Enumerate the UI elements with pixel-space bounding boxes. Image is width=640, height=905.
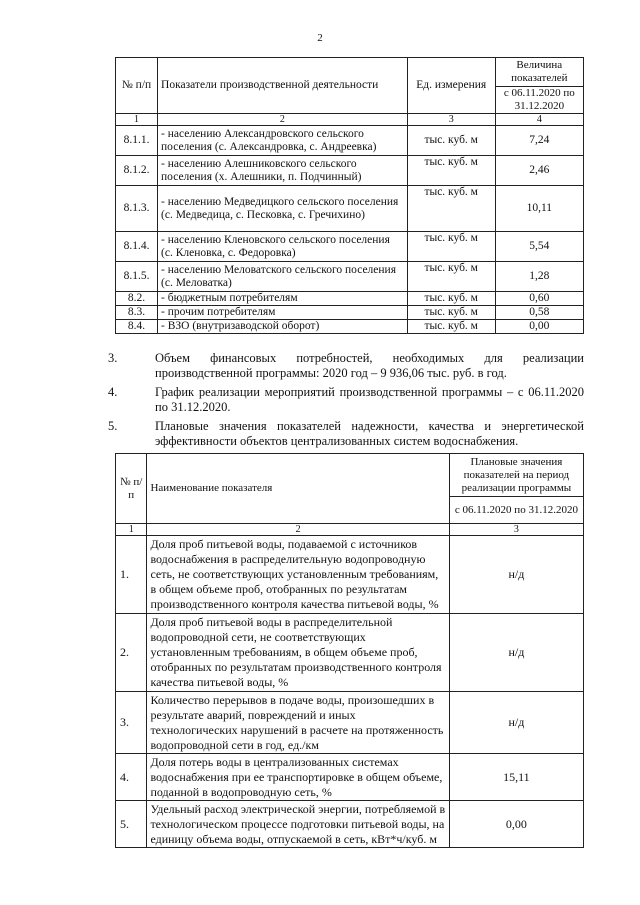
row-indicator: - населению Алешниковского сельского поселения (х. Алешники, п. Подчинный) bbox=[158, 156, 408, 186]
item-text: График реализации мероприятий производственной программы – с 06.11.2020 по 31.12.2020. bbox=[155, 385, 584, 414]
row-num: 8.1.3. bbox=[116, 186, 158, 232]
row-value: н/д bbox=[449, 692, 583, 754]
row-indicator: - прочим потребителям bbox=[158, 306, 408, 320]
table-row bbox=[116, 232, 584, 262]
row-num: 4. bbox=[116, 754, 147, 801]
row-indicator: - населению Медведицкого сельского поселения (с. Медведица, с. Песковка, с. Гречихино) bbox=[158, 186, 408, 232]
header-value-period: с 06.11.2020 по 31.12.2020 bbox=[495, 87, 583, 114]
item-text: Объем финансовых потребностей, необходимых для реализации производственной программы: 2020 год – 9 936,06 тыс. руб. в год. bbox=[155, 351, 584, 380]
production-indicators-table bbox=[115, 57, 584, 334]
list-item bbox=[108, 351, 584, 381]
row-num: 8.4. bbox=[116, 320, 158, 334]
row-num: 2. bbox=[116, 614, 147, 692]
row-value: 1,28 bbox=[495, 262, 583, 292]
table-row bbox=[116, 801, 584, 848]
row-value: 0,00 bbox=[449, 801, 583, 848]
row-value: 7,24 bbox=[495, 126, 583, 156]
column-index: 1 bbox=[116, 114, 158, 126]
column-index: 2 bbox=[158, 114, 408, 126]
row-indicator: - населению Александровского сельского поселения (с. Александровка, с. Андреевка) bbox=[158, 126, 408, 156]
table-row bbox=[116, 614, 584, 692]
row-indicator: Доля проб питьевой воды в распределительной водопроводной сети, не соответствующих установленным требованиям, в общем объеме проб, отобранных по результатам производственного контроля качества питьевой воды, % bbox=[147, 614, 449, 692]
row-num: 8.1.4. bbox=[116, 232, 158, 262]
row-unit: тыс. куб. м bbox=[407, 186, 495, 232]
header-value-title: Величина показателей bbox=[495, 58, 583, 87]
table-row bbox=[116, 536, 584, 614]
header-indicator: Наименование показателя bbox=[147, 454, 449, 524]
row-value: 2,46 bbox=[495, 156, 583, 186]
row-value: 15,11 bbox=[449, 754, 583, 801]
row-indicator: Доля проб питьевой воды, подаваемой с источников водоснабжения в распределительную водопроводную сеть, не соответствующих установленным требованиям, в общем объеме проб, отобранных по результатам производственного контроля качества питьевой воды, % bbox=[147, 536, 449, 614]
table-row bbox=[116, 306, 584, 320]
column-index: 3 bbox=[407, 114, 495, 126]
row-num: 8.1.2. bbox=[116, 156, 158, 186]
row-indicator: - населению Меловатского сельского поселения (с. Меловатка) bbox=[158, 262, 408, 292]
table-row bbox=[116, 754, 584, 801]
column-index: 2 bbox=[147, 524, 449, 536]
row-unit: тыс. куб. м bbox=[407, 232, 495, 262]
list-item bbox=[108, 419, 584, 449]
table-row bbox=[116, 320, 584, 334]
column-index: 3 bbox=[449, 524, 583, 536]
row-unit: тыс. куб. м bbox=[407, 320, 495, 334]
column-index-row bbox=[116, 114, 584, 126]
program-items-list bbox=[108, 351, 584, 449]
row-value: н/д bbox=[449, 536, 583, 614]
header-value-period: с 06.11.2020 по 31.12.2020 bbox=[449, 497, 583, 524]
row-value: 10,11 bbox=[495, 186, 583, 232]
row-indicator: Количество перерывов в подаче воды, произошедших в результате аварий, повреждений и иных технологических нарушений в расчете на протяженность водопроводной сети в год, ед./км bbox=[147, 692, 449, 754]
row-num: 8.1.1. bbox=[116, 126, 158, 156]
row-unit: тыс. куб. м bbox=[407, 126, 495, 156]
row-num: 8.3. bbox=[116, 306, 158, 320]
header-value-title: Плановые значения показателей на период реализации программы bbox=[449, 454, 583, 497]
header-num: № п/п bbox=[116, 454, 147, 524]
row-indicator: - ВЗО (внутризаводской оборот) bbox=[158, 320, 408, 334]
table-row bbox=[116, 262, 584, 292]
table-row bbox=[116, 292, 584, 306]
item-number: 3. bbox=[108, 351, 118, 365]
header-unit: Ед. измерения bbox=[407, 58, 495, 114]
row-indicator: Удельный расход электрической энергии, потребляемой в технологическом процессе подготовки питьевой воды, на единицу объема воды, отпускаемой в сеть, кВт*ч/куб. м bbox=[147, 801, 449, 848]
item-number: 5. bbox=[108, 419, 118, 433]
row-num: 5. bbox=[116, 801, 147, 848]
reliability-indicators-table bbox=[115, 453, 584, 848]
table-row bbox=[116, 126, 584, 156]
page-number: 2 bbox=[317, 32, 323, 44]
header-num: № п/п bbox=[116, 58, 158, 114]
column-index: 4 bbox=[495, 114, 583, 126]
header-indicator: Показатели производственной деятельности bbox=[158, 58, 408, 114]
item-text: Плановые значения показателей надежности, качества и энергетической эффективности объектов централизованных систем водоснабжения. bbox=[155, 419, 584, 448]
row-value: 0,00 bbox=[495, 320, 583, 334]
table-row bbox=[116, 692, 584, 754]
row-unit: тыс. куб. м bbox=[407, 156, 495, 186]
row-indicator: - бюджетным потребителям bbox=[158, 292, 408, 306]
row-unit: тыс. куб. м bbox=[407, 292, 495, 306]
row-num: 3. bbox=[116, 692, 147, 754]
row-value: н/д bbox=[449, 614, 583, 692]
row-num: 8.2. bbox=[116, 292, 158, 306]
row-unit: тыс. куб. м bbox=[407, 306, 495, 320]
table-row bbox=[116, 156, 584, 186]
row-value: 0,60 bbox=[495, 292, 583, 306]
row-indicator: - населению Кленовского сельского поселения (с. Кленовка, с. Федоровка) bbox=[158, 232, 408, 262]
column-index-row bbox=[116, 524, 584, 536]
row-num: 1. bbox=[116, 536, 147, 614]
item-number: 4. bbox=[108, 385, 118, 399]
list-item bbox=[108, 385, 584, 415]
row-num: 8.1.5. bbox=[116, 262, 158, 292]
row-value: 5,54 bbox=[495, 232, 583, 262]
column-index: 1 bbox=[116, 524, 147, 536]
row-value: 0,58 bbox=[495, 306, 583, 320]
row-indicator: Доля потерь воды в централизованных системах водоснабжения при ее транспортировке в общем объеме, поданной в водопроводную сеть, % bbox=[147, 754, 449, 801]
table-row bbox=[116, 186, 584, 232]
row-unit: тыс. куб. м bbox=[407, 262, 495, 292]
